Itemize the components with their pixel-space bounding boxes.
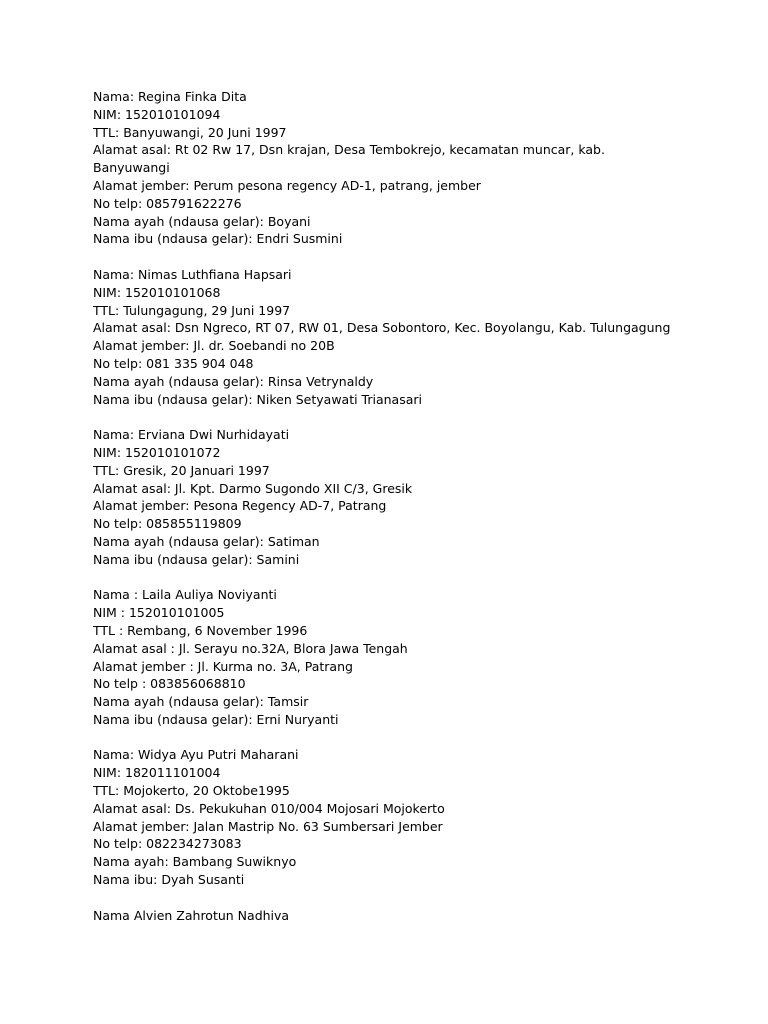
father-name-line: Nama ayah (ndausa gelar): Rinsa Vetrynaldy <box>93 373 374 389</box>
name-line: Nama: Nimas Luthfiana Hapsari <box>93 266 292 282</box>
student-entry <box>93 907 733 925</box>
home-address-line: Alamat asal: Dsn Ngreco, RT 07, RW 01, Desa Sobontoro, Kec. Boyolangu, Kab. Tulungagung <box>93 320 671 336</box>
student-entry <box>93 88 733 248</box>
birth-line: TTL: Banyuwangi, 20 Juni 1997 <box>93 124 287 140</box>
jember-address-line: Alamat jember: Jalan Mastrip No. 63 Sumbersari Jember <box>93 818 443 834</box>
student-entry <box>93 426 733 568</box>
home-address-line: Alamat asal: Rt 02 Rw 17, Dsn krajan, Desa Tembokrejo, kecamatan muncar, kab. <box>93 142 605 158</box>
mother-name-line: Nama ibu (ndausa gelar): Endri Susmini <box>93 231 343 247</box>
document-page <box>93 88 733 924</box>
mother-name-line: Nama ibu (ndausa gelar): Samini <box>93 551 300 567</box>
father-name-line: Nama ayah (ndausa gelar): Boyani <box>93 213 311 229</box>
jember-address-line: Alamat jember: Pesona Regency AD-7, Patrang <box>93 498 387 514</box>
student-entry <box>93 746 733 888</box>
name-line: Nama: Widya Ayu Putri Maharani <box>93 747 299 763</box>
home-address-line: Alamat asal : Jl. Serayu no.32A, Blora Jawa Tengah <box>93 640 408 656</box>
name-line: Nama : Laila Auliya Noviyanti <box>93 587 277 603</box>
father-name-line: Nama ayah (ndausa gelar): Tamsir <box>93 694 309 710</box>
mother-name-line: Nama ibu (ndausa gelar): Niken Setyawati Trianasari <box>93 391 422 407</box>
nim-line: NIM: 152010101094 <box>93 106 221 122</box>
name-line: Nama: Regina Finka Dita <box>93 89 247 104</box>
nim-line: NIM: 182011101004 <box>93 765 221 781</box>
nim-line: NIM: 152010101068 <box>93 284 221 300</box>
nim-line: NIM : 152010101005 <box>93 605 225 621</box>
home-address-line: Alamat asal: Ds. Pekukuhan 010/004 Mojosari Mojokerto <box>93 800 445 816</box>
jember-address-line: Alamat jember: Jl. dr. Soebandi no 20B <box>93 338 335 354</box>
phone-line: No telp : 083856068810 <box>93 676 246 692</box>
student-entry <box>93 586 733 728</box>
phone-line: No telp: 085855119809 <box>93 516 242 532</box>
name-line: Nama: Erviana Dwi Nurhidayati <box>93 427 290 443</box>
home-address-continued-line: Banyuwangi <box>93 160 170 176</box>
jember-address-line: Alamat jember : Jl. Kurma no. 3A, Patrang <box>93 658 353 674</box>
jember-address-line: Alamat jember: Perum pesona regency AD-1, patrang, jember <box>93 177 481 193</box>
birth-line: TTL: Gresik, 20 Januari 1997 <box>93 462 270 478</box>
student-entry <box>93 266 733 408</box>
birth-line: TTL: Mojokerto, 20 Oktobe1995 <box>93 783 290 799</box>
father-name-line: Nama ayah: Bambang Suwiknyo <box>93 854 297 870</box>
phone-line: No telp: 081 335 904 048 <box>93 355 254 371</box>
mother-name-line: Nama ibu (ndausa gelar): Erni Nuryanti <box>93 711 339 727</box>
phone-line: No telp: 082234273083 <box>93 836 242 852</box>
nim-line: NIM: 152010101072 <box>93 444 221 460</box>
name-line: Nama Alvien Zahrotun Nadhiva <box>93 907 290 923</box>
phone-line: No telp: 085791622276 <box>93 195 242 211</box>
birth-line: TTL: Tulungagung, 29 Juni 1997 <box>93 302 291 318</box>
home-address-line: Alamat asal: Jl. Kpt. Darmo Sugondo XII C/3, Gresik <box>93 480 413 496</box>
mother-name-line: Nama ibu: Dyah Susanti <box>93 872 245 888</box>
birth-line: TTL : Rembang, 6 November 1996 <box>93 622 308 638</box>
father-name-line: Nama ayah (ndausa gelar): Satiman <box>93 533 320 549</box>
